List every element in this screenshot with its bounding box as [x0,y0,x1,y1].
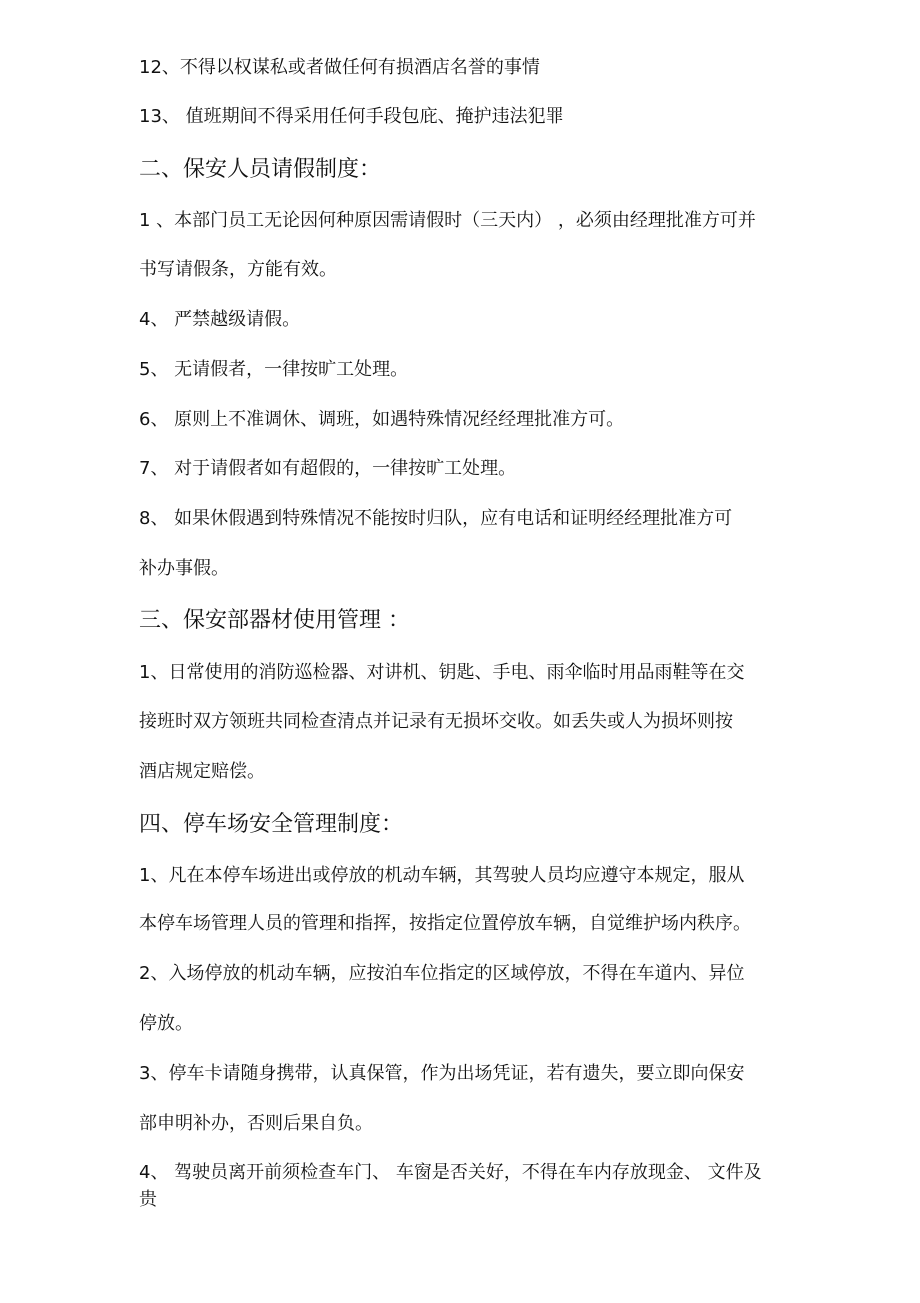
text-line: 2、入场停放的机动车辆，应按泊车位指定的区域停放，不得在车道内、异位 [139,963,745,984]
text-line: 8、 如果休假遇到特殊情况不能按时归队，应有电话和证明经经理批准方可 [139,508,733,529]
text-line: 酒店规定赔偿。 [139,761,265,782]
section-heading: 三、保安部器材使用管理 ： [139,608,410,633]
text-line: 部申明补办，否则后果自负。 [139,1113,373,1134]
text-line: 5、 无请假者，一律按旷工处理。 [139,359,409,380]
text-line: 接班时双方领班共同检查清点并记录有无损坏交收。如丢失或人为损坏则按 [139,711,733,732]
text-line: 1、凡在本停车场进出或停放的机动车辆，其驾驶人员均应遵守本规定，服从 [139,865,745,886]
text-line: 补办事假。 [139,558,229,579]
text-line: 1、日常使用的消防巡检器、对讲机、钥匙、手电、雨伞临时用品雨鞋等在交 [139,662,745,683]
section-heading: 二、保安人员请假制度： [139,157,382,182]
text-line: 13、 值班期间不得采用任何手段包庇、掩护违法犯罪 [139,106,564,127]
text-line: 4、 严禁越级请假。 [139,309,301,330]
text-line: 本停车场管理人员的管理和指挥，按指定位置停放车辆，自觉维护场内秩序。 [139,913,751,934]
text-line: 12、不得以权谋私或者做任何有损酒店名誉的事情 [139,57,540,78]
text-line: 4、 驾驶员离开前须检查车门、 车窗是否关好，不得在车内存放现金、 文件及 [139,1162,762,1183]
text-line: 3、停车卡请随身携带，认真保管，作为出场凭证，若有遗失，要立即向保安 [139,1063,745,1084]
text-line: 贵 [139,1189,157,1210]
text-line: 6、 原则上不准调休、调班，如遇特殊情况经经理批准方可。 [139,409,625,430]
text-line: 书写请假条，方能有效。 [139,259,337,280]
text-line: 停放。 [139,1013,193,1034]
section-heading: 四、停车场安全管理制度： [139,812,404,837]
text-line: 1 、本部门员工无论因何种原因需请假时（三天内） ，必须由经理批准方可并 [139,210,756,231]
text-line: 7、 对于请假者如有超假的，一律按旷工处理。 [139,458,517,479]
